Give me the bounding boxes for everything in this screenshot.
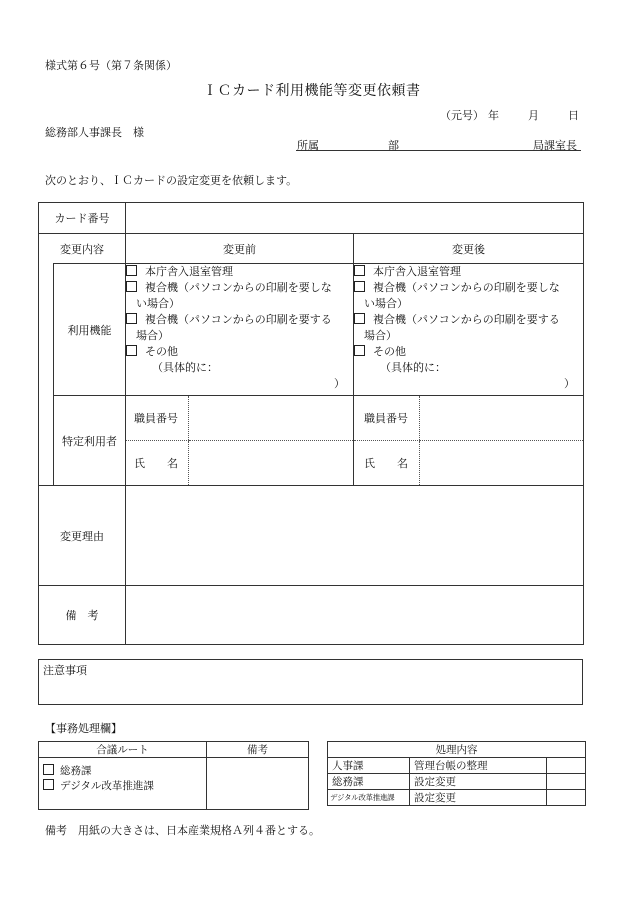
reason-label: 変更理由 xyxy=(39,486,126,586)
routing-table xyxy=(38,741,309,810)
processing-task: 設定変更 xyxy=(410,790,547,806)
card-number-field[interactable] xyxy=(126,203,584,234)
option-row[interactable]: その他 xyxy=(354,344,583,360)
option-row[interactable]: 本庁舎入退室管理 xyxy=(354,264,583,280)
indent-spacer xyxy=(39,264,54,486)
processing-header: 処理内容 xyxy=(328,742,586,758)
specific-user-label: 特定利用者 xyxy=(54,396,126,486)
before-name-field[interactable] xyxy=(188,441,353,486)
option-close-paren: ） xyxy=(564,377,575,390)
name-label: 氏 名 xyxy=(134,457,178,470)
processing-check-field[interactable] xyxy=(547,758,586,774)
checkbox[interactable] xyxy=(126,313,137,324)
checkbox[interactable] xyxy=(354,345,365,356)
date-month: 月 xyxy=(528,109,539,122)
checkbox[interactable] xyxy=(43,779,54,790)
option-row[interactable]: 複合機（パソコンからの印刷を要しな xyxy=(354,280,583,296)
after-user-cell xyxy=(354,396,584,486)
option-continuation: い場合） xyxy=(364,297,408,310)
option-specific: （具体的に： xyxy=(152,361,218,374)
option-continuation: い場合） xyxy=(136,297,180,310)
date-day: 日 xyxy=(568,109,579,122)
after-employee-number-field[interactable] xyxy=(419,396,583,441)
date-era: （元号） xyxy=(440,109,484,122)
before-user-grid xyxy=(126,396,353,485)
requester-department: 部 xyxy=(388,139,399,152)
form-number: 様式第６号（第７条関係） xyxy=(45,59,177,72)
remarks-label: 備 考 xyxy=(39,586,126,645)
checkbox[interactable] xyxy=(354,265,365,276)
routing-item[interactable]: 総務課 xyxy=(43,764,202,779)
option-close-paren: ） xyxy=(334,377,345,390)
footer-note: 備考 用紙の大きさは、日本産業規格Ａ列４番とする。 xyxy=(45,824,320,837)
processing-task: 設定変更 xyxy=(410,774,547,790)
after-options xyxy=(354,264,584,396)
processing-dept: デジタル改革推進課 xyxy=(328,790,410,806)
processing-check-field[interactable] xyxy=(547,790,586,806)
after-name-field[interactable] xyxy=(419,441,583,486)
checkbox[interactable] xyxy=(126,345,137,356)
option-row[interactable]: 複合機（パソコンからの印刷を要しな xyxy=(126,280,353,296)
processing-dept: 人事課 xyxy=(328,758,410,774)
before-options xyxy=(126,264,354,396)
before-header: 変更前 xyxy=(126,234,354,264)
option-row[interactable]: 複合機（パソコンからの印刷を要する xyxy=(126,312,353,328)
name-label: 氏 名 xyxy=(364,457,408,470)
before-user-cell xyxy=(126,396,354,486)
option-row[interactable]: 複合機（パソコンからの印刷を要する xyxy=(354,312,583,328)
routing-item[interactable]: デジタル改革推進課 xyxy=(43,779,202,794)
requester-director: 局課室長 xyxy=(533,139,577,152)
change-content-label: 変更内容 xyxy=(39,234,126,264)
option-row[interactable]: その他 xyxy=(126,344,353,360)
intro-text: 次のとおり、ＩＣカードの設定変更を依頼します。 xyxy=(45,174,298,187)
routing-header: 合議ルート xyxy=(39,742,207,758)
notes-box[interactable] xyxy=(38,659,583,705)
notes-label: 注意事項 xyxy=(43,664,87,677)
checkbox[interactable] xyxy=(43,764,54,775)
main-table xyxy=(38,202,584,645)
routing-remarks-field[interactable] xyxy=(207,758,309,810)
functions-label: 利用機能 xyxy=(54,264,126,396)
before-employee-number-field[interactable] xyxy=(188,396,353,441)
routing-remarks-header: 備考 xyxy=(207,742,309,758)
option-continuation: 場合） xyxy=(136,329,169,342)
after-user-grid xyxy=(354,396,583,485)
checkbox[interactable] xyxy=(354,313,365,324)
card-number-label: カード番号 xyxy=(39,203,126,234)
requester-affiliation: 所属 xyxy=(297,139,319,152)
option-continuation: 場合） xyxy=(364,329,397,342)
reason-field[interactable] xyxy=(126,486,584,586)
processing-dept: 総務課 xyxy=(328,774,410,790)
processing-table xyxy=(327,741,586,806)
addressee: 総務部人事課長 様 xyxy=(45,126,144,139)
remarks-field[interactable] xyxy=(126,586,584,645)
option-row[interactable]: 本庁舎入退室管理 xyxy=(126,264,353,280)
checkbox[interactable] xyxy=(354,281,365,292)
option-specific: （具体的に： xyxy=(380,361,446,374)
employee-number-label: 職員番号 xyxy=(354,396,419,441)
routing-list xyxy=(39,758,207,810)
office-section-label: 【事務処理欄】 xyxy=(45,722,122,735)
checkbox[interactable] xyxy=(126,265,137,276)
employee-number-label: 職員番号 xyxy=(126,396,188,441)
page-title: ＩＣカード利用機能等変更依頼書 xyxy=(203,83,421,99)
processing-task: 管理台帳の整理 xyxy=(410,758,547,774)
after-header: 変更後 xyxy=(354,234,584,264)
date-year: 年 xyxy=(488,109,499,122)
processing-check-field[interactable] xyxy=(547,774,586,790)
checkbox[interactable] xyxy=(126,281,137,292)
